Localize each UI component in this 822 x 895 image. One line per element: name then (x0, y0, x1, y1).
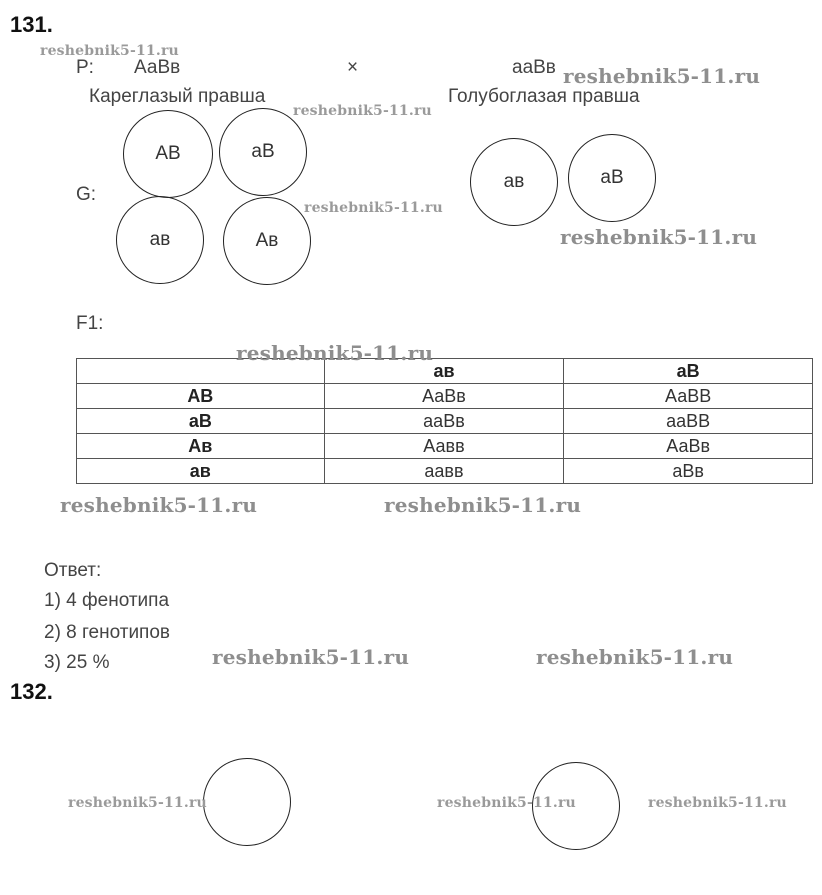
watermark: reshebnik5-11.ru (560, 225, 758, 249)
punnett-table (76, 358, 813, 484)
watermark: reshebnik5-11.ru (304, 200, 443, 216)
answer-item: 3) 25 % (44, 652, 110, 673)
watermark: reshebnik5-11.ru (68, 795, 207, 811)
table-row (77, 459, 813, 484)
answer-label: Ответ: (44, 560, 102, 581)
table-cell: Аавв (324, 434, 564, 459)
row-header: ав (77, 459, 325, 484)
row-header: АВ (77, 384, 325, 409)
row-header: аВ (77, 409, 325, 434)
column-header: ав (324, 359, 564, 384)
gamete-circle: ав (116, 196, 204, 284)
gamete-circle: аВ (568, 134, 656, 222)
table-cell: АаВв (324, 384, 564, 409)
watermark: reshebnik5-11.ru (236, 341, 434, 365)
parents-label: P: (76, 57, 94, 78)
gamete-circle: Ав (223, 197, 311, 285)
watermark: reshebnik5-11.ru (293, 103, 432, 119)
column-header: аВ (564, 359, 813, 384)
table-row (77, 384, 813, 409)
gamete-circle: АВ (123, 110, 213, 198)
watermark: reshebnik5-11.ru (648, 795, 787, 811)
f1-label: F1: (76, 313, 104, 334)
watermark: reshebnik5-11.ru (60, 493, 258, 517)
table-row (77, 434, 813, 459)
female-genotype: АаВв (134, 57, 181, 78)
table-cell: ааВв (324, 409, 564, 434)
cross-sign: × (347, 57, 359, 78)
table-row (77, 409, 813, 434)
answer-item: 1) 4 фенотипа (44, 590, 170, 611)
male-genotype: ааВв (512, 57, 556, 78)
row-header: Ав (77, 434, 325, 459)
gamete-circle: аВ (219, 108, 307, 196)
watermark: reshebnik5-11.ru (536, 645, 734, 669)
watermark: reshebnik5-11.ru (40, 43, 179, 59)
gamete-circle: ав (470, 138, 558, 226)
table-cell: АаВВ (564, 384, 813, 409)
female-phenotype: Кареглазый правша (89, 86, 266, 107)
watermark: reshebnik5-11.ru (384, 493, 582, 517)
table-cell: ааВВ (564, 409, 813, 434)
answer-item: 2) 8 генотипов (44, 622, 171, 643)
problem-132-number: 132. (10, 679, 53, 704)
problem-131-number: 131. (10, 12, 53, 37)
gametes-label: G: (76, 184, 97, 205)
table-header-row (77, 359, 813, 384)
table-cell: аВв (564, 459, 813, 484)
watermark: reshebnik5-11.ru (437, 795, 576, 811)
watermark: reshebnik5-11.ru (212, 645, 410, 669)
table-cell: АаВв (564, 434, 813, 459)
table-cell: аавв (324, 459, 564, 484)
watermark: reshebnik5-11.ru (563, 64, 761, 88)
male-phenotype: Голубоглазая правша (448, 86, 640, 107)
empty-gamete-circle (203, 758, 291, 846)
